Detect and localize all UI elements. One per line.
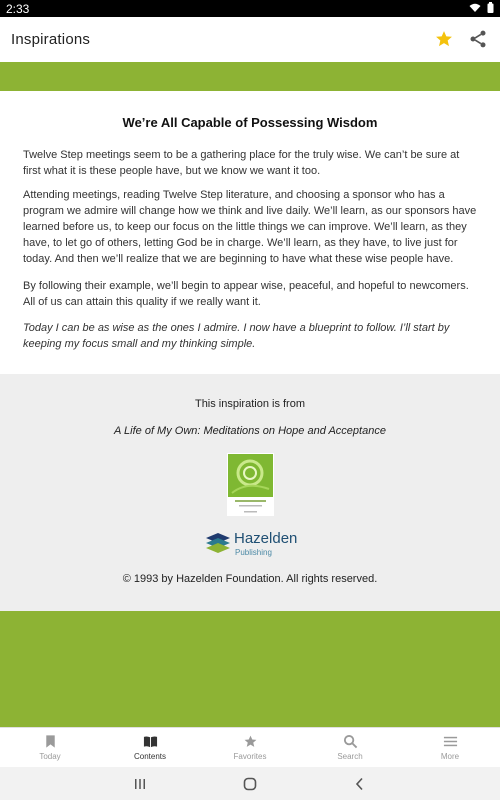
nav-search[interactable] bbox=[300, 728, 400, 768]
nav-more[interactable] bbox=[400, 728, 500, 768]
green-banner-bottom bbox=[0, 611, 500, 727]
app-bar bbox=[0, 17, 500, 63]
status-bar bbox=[0, 0, 500, 17]
nav-contents[interactable] bbox=[100, 728, 200, 768]
star-icon bbox=[243, 734, 258, 749]
nav-today[interactable] bbox=[0, 728, 100, 768]
share-icon[interactable] bbox=[468, 29, 488, 49]
nav-contents-label: Contents bbox=[133, 752, 167, 761]
inspiration-article bbox=[0, 91, 500, 374]
bookmark-icon bbox=[43, 734, 58, 749]
source-book-title[interactable]: A Life of My Own: Meditations on Hope and Acceptance bbox=[114, 425, 386, 437]
wifi-icon bbox=[469, 3, 481, 13]
nav-favorites[interactable] bbox=[200, 728, 300, 768]
hazelden-publishing-logo bbox=[205, 530, 300, 560]
open-book-icon bbox=[143, 734, 158, 749]
bottom-navigation bbox=[0, 727, 500, 768]
back-icon[interactable] bbox=[351, 775, 369, 793]
nav-today-label: Today bbox=[39, 752, 61, 761]
recent-apps-icon[interactable] bbox=[131, 775, 149, 793]
publisher-name: Hazelden bbox=[234, 530, 298, 547]
hazelden-logo-mark-icon bbox=[205, 532, 231, 554]
green-banner-top bbox=[0, 62, 500, 91]
status-time: 2:33 bbox=[6, 2, 30, 16]
nav-favorites-label: Favorites bbox=[233, 752, 267, 761]
copyright-text: © 1993 by Hazelden Foundation. All rights reserved. bbox=[122, 573, 378, 585]
source-section bbox=[0, 374, 500, 611]
page-title: Inspirations bbox=[11, 31, 91, 48]
system-navigation-bar bbox=[0, 767, 500, 800]
book-cover-image[interactable] bbox=[227, 453, 274, 516]
article-paragraph-1: Twelve Step meetings seem to be a gathering place for the truly wise. We can’t be sure at first what it is these people have, but we know we want it too. bbox=[23, 149, 460, 177]
nav-more-label: More bbox=[440, 752, 460, 761]
search-icon bbox=[343, 734, 358, 749]
nav-search-label: Search bbox=[337, 752, 363, 761]
battery-icon bbox=[487, 2, 494, 13]
source-from-label: This inspiration is from bbox=[194, 398, 306, 410]
favorite-star-icon[interactable] bbox=[434, 29, 454, 49]
status-icons bbox=[469, 2, 494, 13]
article-paragraph-2: Attending meetings, reading Twelve Step literature, and choosing a sponsor who has a program we admire will change how we think and live daily. We’ll learn, as our sponsors have learned before us, to keep our focus on the little things we can improve. We’ll learn, as they have, to let go of others, letting God be in charge. We’ll learn, as they have, to live just for today. And then we’ll realize that we are beginning to have what these wise people have. bbox=[23, 189, 477, 265]
article-affirmation: Today I can be as wise as the ones I admire. I now have a blueprint to follow. I’ll start by keeping my focus small and my thinking simple. bbox=[23, 322, 450, 350]
home-icon[interactable] bbox=[241, 775, 259, 793]
article-title: We’re All Capable of Possessing Wisdom bbox=[122, 115, 378, 130]
article-paragraph-3: By following their example, we’ll begin to appear wise, peaceful, and hopeful to newcomers. All of us can attain this quality if we really want it. bbox=[23, 280, 469, 308]
publisher-sub: Publishing bbox=[235, 548, 272, 557]
menu-icon bbox=[443, 734, 458, 749]
